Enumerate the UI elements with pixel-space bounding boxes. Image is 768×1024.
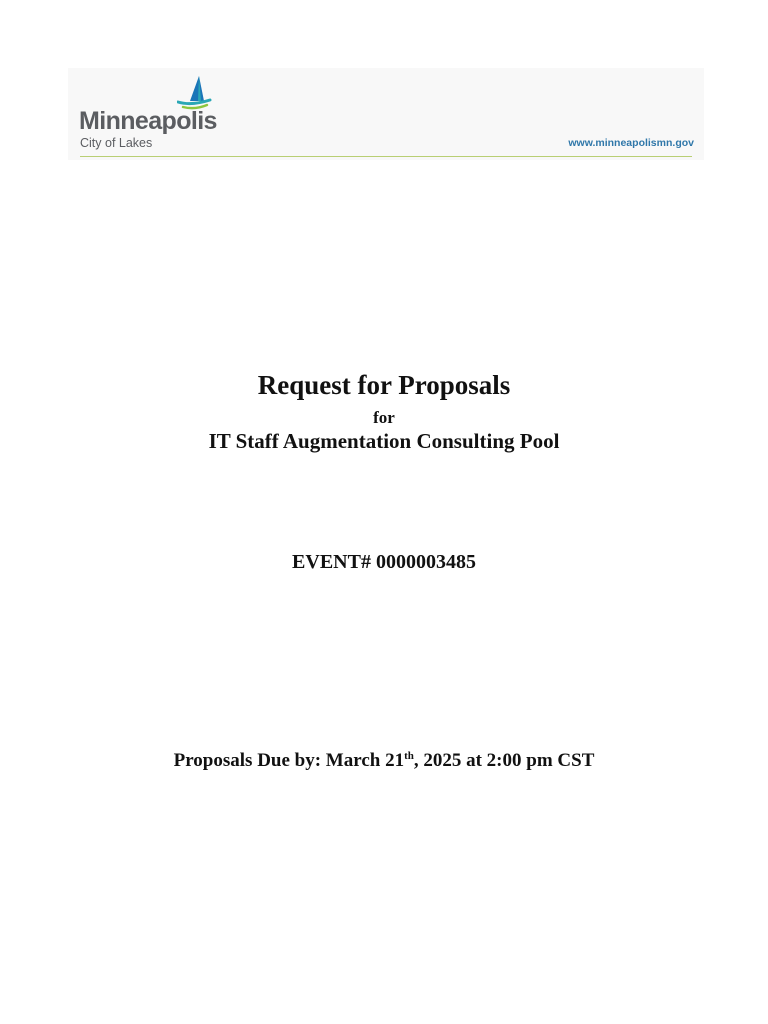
event-number: EVENT# 0000003485 [292, 551, 476, 573]
document-subtitle: IT Staff Augmentation Consulting Pool [208, 429, 560, 453]
header-divider [80, 156, 692, 157]
document-title: Request for Proposals [257, 370, 511, 400]
due-date-line [0, 751, 768, 772]
city-logo [79, 73, 229, 158]
for-label: for [373, 408, 395, 427]
due-date-prefix: Proposals Due by: March 21 [173, 750, 405, 771]
website-link[interactable]: www.minneapolismn.gov [568, 137, 694, 149]
logo-wordmark: Minneapolis [79, 107, 217, 135]
due-date-suffix: , 2025 at 2:00 pm CST [413, 750, 595, 771]
due-date-ordinal: th [404, 750, 414, 762]
letterhead-banner [68, 68, 704, 160]
logo-tagline: City of Lakes [80, 136, 153, 150]
